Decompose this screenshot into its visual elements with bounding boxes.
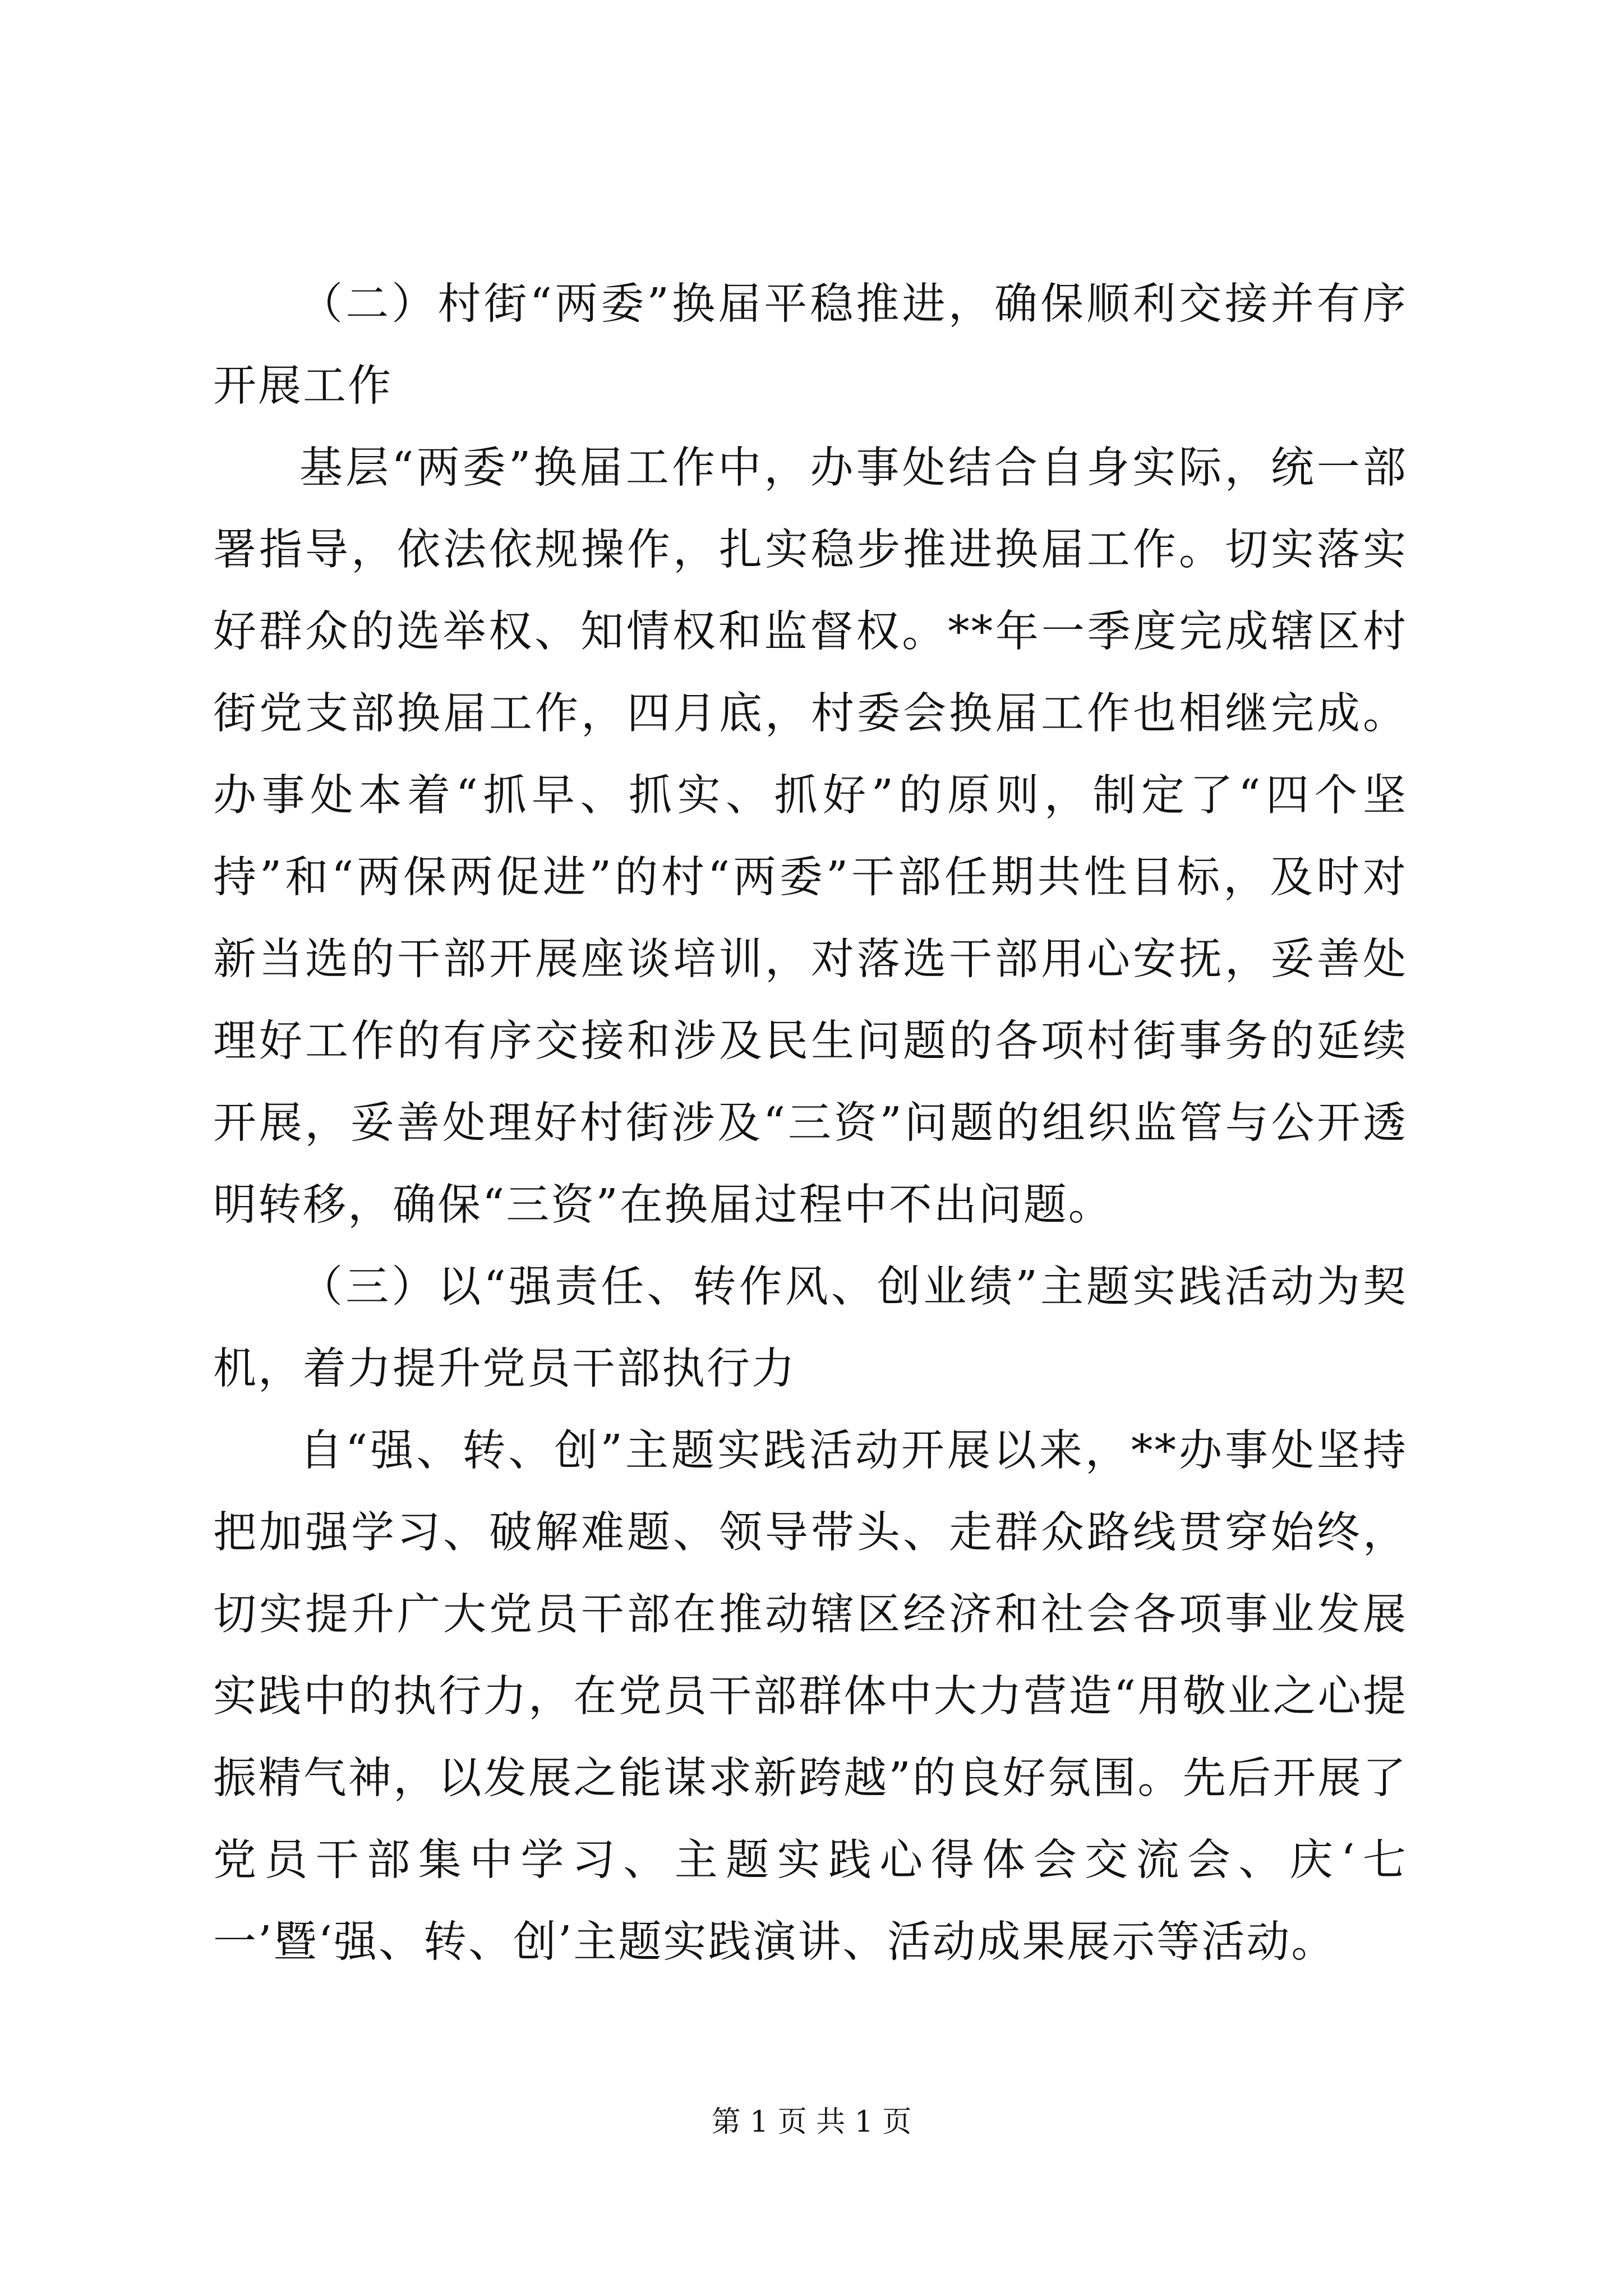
body-paragraph-two-party-committees-election: 基层“两委”换届工作中，办事处结合自身实际，统一部署指导，依法依规操作，扎实稳步推进换届工作。切实落实好群众的选举权、知情权和监督权。**年一季度完成辖区村街党支部换届工作，四月底，村委会换届工作也相继完成。办事处本着“抓早、抓实、抓好”的原则，制定了“四个坚持”和“两保两促进”的村“两委”干部任期共性目标，及时对新当选的干部开展座谈培训，对落选干部用心安抚，妥善处理好工作的有序交接和涉及民生问题的各项村街事务的延续开展，妥善处理好村街涉及“三资”问题的组织监管与公开透明转移，确保“三资”在换届过程中不出问题。 (213, 443, 1408, 1230)
section-heading-two: （二）村街“两委”换届平稳推进，确保顺利交接并有序开展工作 (213, 279, 1408, 411)
page-number-footer: 第 1 页 共 1 页 (711, 2105, 912, 2139)
section-heading-three: （三）以“强责任、转作风、创业绩”主题实践活动为契机，着力提升党员干部执行力 (213, 1262, 1408, 1394)
body-paragraph-practice-activity: 自“强、转、创”主题实践活动开展以来，**办事处坚持把加强学习、破解难题、领导带头、走群众路线贯穿始终，切实提升广大党员干部在推动辖区经济和社会各项事业发展实践中的执行力，在党员干部群体中大力营造“用敬业之心提振精气神，以发展之能谋求新跨越”的良好氛围。先后开展了党员干部集中学习、主题实践心得体会交流会、庆‘七一’暨‘强、转、创’主题实践演讲、活动成果展示等活动。 (213, 1426, 1408, 1967)
document-body (213, 264, 1408, 1984)
